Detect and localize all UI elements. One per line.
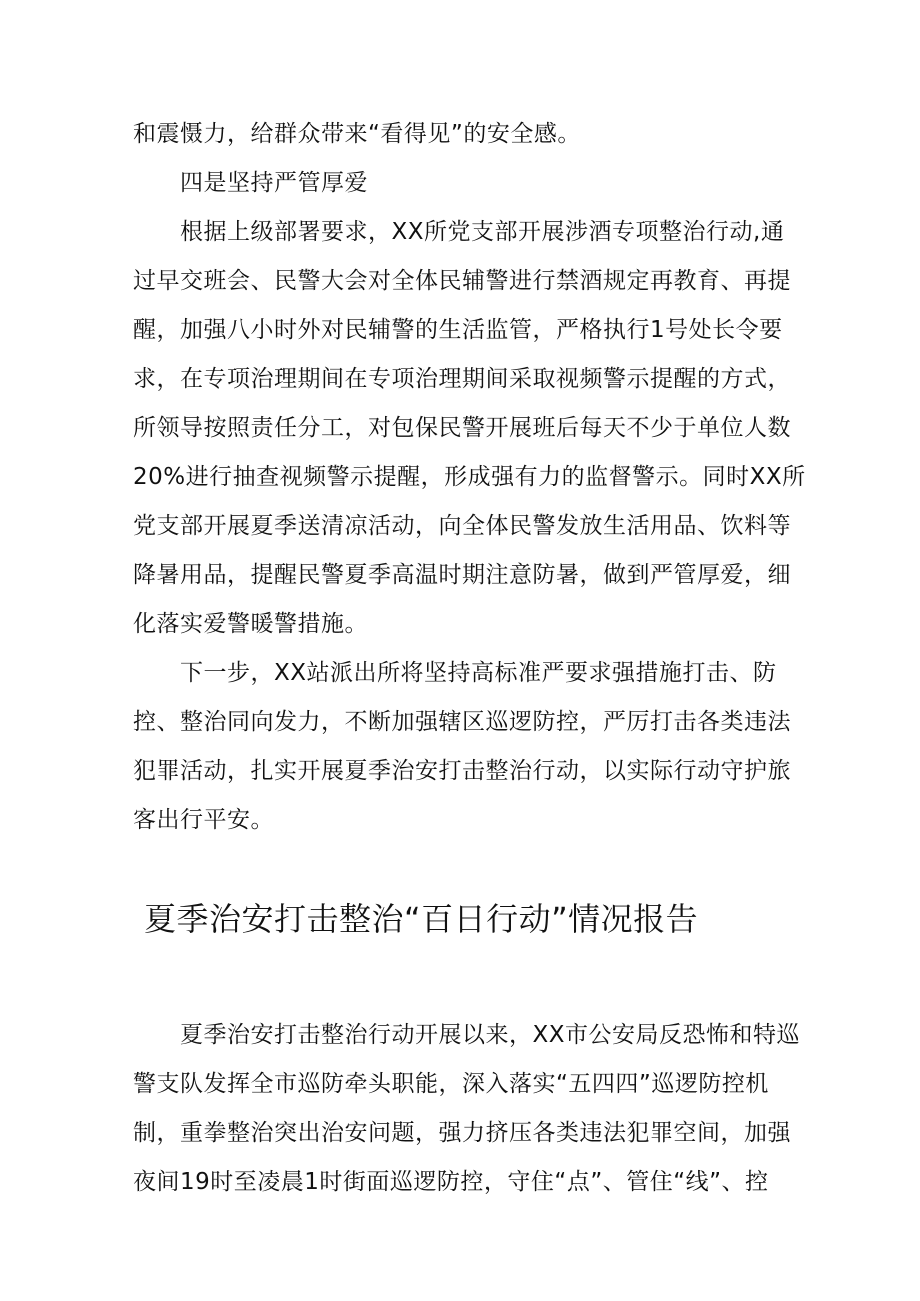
- paragraph-line: 和震慑力，给群众带来“看得见”的安全感。: [133, 121, 581, 147]
- paragraph-line: 制，重拳整治突出治安问题，强力挤压各类违法犯罪空间，加强: [133, 1120, 791, 1146]
- paragraph-line: 夏季治安打击整治行动开展以来，XX市公安局反恐怖和特巡: [180, 1022, 801, 1048]
- paragraph-line: 求，在专项治理期间在专项治理期间采取视频警示提醒的方式，: [133, 366, 791, 392]
- paragraph-line: 20%进行抽查视频警示提醒，形成强有力的监督警示。同时XX所: [133, 464, 806, 490]
- paragraph-line: 过早交班会、民警大会对全体民辅警进行禁酒规定再教育、再提: [133, 268, 791, 294]
- paragraph-line: 化落实爱警暖警措施。: [133, 611, 368, 637]
- paragraph-line: 夜间19时至凌晨1时街面巡逻防控，守住“点”、管住“线”、控: [133, 1169, 769, 1195]
- paragraph-line: 下一步，XX站派出所将坚持高标准严要求强措施打击、防: [180, 660, 777, 686]
- section-heading: 四是坚持严管厚爱: [180, 170, 368, 196]
- paragraph-line: 客出行平安。: [133, 807, 274, 833]
- paragraph-line: 根据上级部署要求，XX所党支部开展涉酒专项整治行动,通: [180, 219, 785, 245]
- paragraph-line: 党支部开展夏季送清凉活动，向全体民警发放生活用品、饮料等: [133, 513, 791, 539]
- paragraph-line: 警支队发挥全市巡防牵头职能，深入落实“五四四”巡逻防控机: [133, 1071, 769, 1097]
- paragraph-line: 犯罪活动，扎实开展夏季治安打击整治行动，以实际行动守护旅: [133, 758, 791, 784]
- paragraph-line: 降暑用品，提醒民警夏季高温时期注意防暑，做到严管厚爱，细: [133, 562, 791, 588]
- paragraph-line: 控、整治同向发力，不断加强辖区巡逻防控，严厉打击各类违法: [133, 709, 791, 735]
- report-title: 夏季治安打击整治“百日行动”情况报告: [144, 900, 699, 938]
- paragraph-line: 醒，加强八小时外对民辅警的生活监管，严格执行1号处长令要: [133, 317, 783, 343]
- paragraph-line: 所领导按照责任分工，对包保民警开展班后每天不少于单位人数: [133, 415, 791, 441]
